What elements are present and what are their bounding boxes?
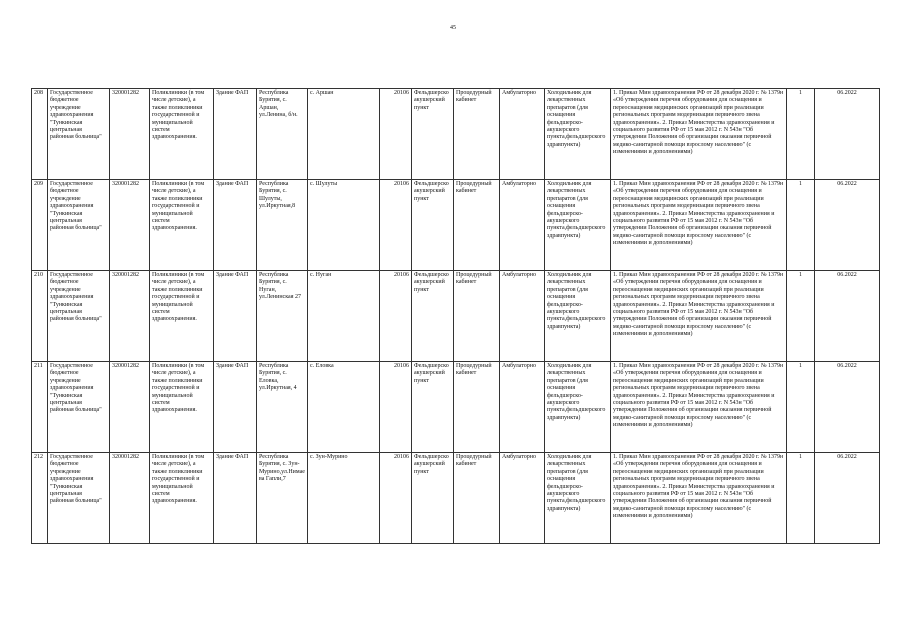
- unit-type: Фельдшерско акушерский пункт: [412, 362, 454, 453]
- due-date: 06.2022: [815, 89, 880, 180]
- code-value: 20106: [380, 89, 412, 180]
- building-type: Здание ФАП: [214, 89, 257, 180]
- row-number: 211: [32, 362, 48, 453]
- code-value: 20106: [380, 180, 412, 271]
- code-value: 20106: [380, 453, 412, 544]
- legal-basis: 1. Приказ Мин здравоохранения РФ от 28 декабря 2020 г. № 1379н «Об утверждении перечня оборудования для оснащения и переоснащения медицинских организаций при реализации региональных программ модернизации первичного звена здравоохранения». 2. Приказ Министерства здравоохранения и социального развития РФ от 15 мая 2012 г. N 543н "Об утверждении Положения об организации оказания первичной медико-санитарной помощи взрослому населению" (с изменениями и дополнениями): [611, 89, 787, 180]
- facility-category: Поликлиники (в том числе детские), а также поликлиники государственной и муниципальной систем здравоохранения.: [150, 180, 214, 271]
- equipment-name: Холодильник для лекарственных препаратов (для оснащения фельдшерско-акушерского пункта,фельдшерского здравпункта): [545, 89, 611, 180]
- quantity: 1: [787, 180, 815, 271]
- row-number: 208: [32, 89, 48, 180]
- address: Республика Бурятия, с. Нуган, ул.Ленинская 27: [257, 271, 308, 362]
- building-type: Здание ФАП: [214, 180, 257, 271]
- registry-table: [31, 88, 880, 544]
- equipment-name: Холодильник для лекарственных препаратов (для оснащения фельдшерско-акушерского пункта,фельдшерского здравпункта): [545, 362, 611, 453]
- settlement: с. Зун-Мурино: [308, 453, 380, 544]
- facility-category: Поликлиники (в том числе детские), а также поликлиники государственной и муниципальной систем здравоохранения.: [150, 362, 214, 453]
- address: Республика Бурятия, с. Еловка, ул.Иркутная, 4: [257, 362, 308, 453]
- page-number: 45: [450, 25, 456, 31]
- address: Республика Бурятия, с. Аршан, ул.Ленина, б/н.: [257, 89, 308, 180]
- quantity: 1: [787, 362, 815, 453]
- unit-type: Фельдшерско акушерский пункт: [412, 453, 454, 544]
- due-date: 06.2022: [815, 453, 880, 544]
- due-date: 06.2022: [815, 271, 880, 362]
- organization-name: Государственное бюджетное учреждение здравоохранения "Тункинская центральная районная больница": [48, 271, 110, 362]
- unit-type: Фельдшерско акушерский пункт: [412, 180, 454, 271]
- address: Республика Бурятия, с. Шулуты, ул.Иркутная,8: [257, 180, 308, 271]
- row-number: 209: [32, 180, 48, 271]
- due-date: 06.2022: [815, 180, 880, 271]
- room-type: Процедурный кабинет: [454, 89, 500, 180]
- org-code: 320001282: [110, 362, 150, 453]
- equipment-name: Холодильник для лекарственных препаратов (для оснащения фельдшерско-акушерского пункта,фельдшерского здравпункта): [545, 180, 611, 271]
- org-code: 320001282: [110, 89, 150, 180]
- facility-category: Поликлиники (в том числе детские), а также поликлиники государственной и муниципальной систем здравоохранения.: [150, 453, 214, 544]
- address: Республика Бурятия, с. Зун-Мурино,ул.Нимаева Гапли,7: [257, 453, 308, 544]
- building-type: Здание ФАП: [214, 453, 257, 544]
- legal-basis: 1. Приказ Мин здравоохранения РФ от 28 декабря 2020 г. № 1379н «Об утверждении перечня оборудования для оснащения и переоснащения медицинских организаций при реализации региональных программ модернизации первичного звена здравоохранения». 2. Приказ Министерства здравоохранения и социального развития РФ от 15 мая 2012 г. N 543н "Об утверждении Положения об организации оказания первичной медико-санитарной помощи взрослому населению" (с изменениями и дополнениями): [611, 271, 787, 362]
- room-type: Процедурный кабинет: [454, 271, 500, 362]
- care-type: Амбулаторно: [500, 89, 545, 180]
- care-type: Амбулаторно: [500, 453, 545, 544]
- row-number: 210: [32, 271, 48, 362]
- care-type: Амбулаторно: [500, 180, 545, 271]
- room-type: Процедурный кабинет: [454, 180, 500, 271]
- table-row: [32, 362, 880, 453]
- row-number: 212: [32, 453, 48, 544]
- care-type: Амбулаторно: [500, 271, 545, 362]
- legal-basis: 1. Приказ Мин здравоохранения РФ от 28 декабря 2020 г. № 1379н «Об утверждении перечня оборудования для оснащения и переоснащения медицинских организаций при реализации региональных программ модернизации первичного звена здравоохранения». 2. Приказ Министерства здравоохранения и социального развития РФ от 15 мая 2012 г. N 543н "Об утверждении Положения об организации оказания первичной медико-санитарной помощи взрослому населению" (с изменениями и дополнениями): [611, 453, 787, 544]
- unit-type: Фельдшерско акушерский пункт: [412, 271, 454, 362]
- organization-name: Государственное бюджетное учреждение здравоохранения "Тункинская центральная районная больница": [48, 180, 110, 271]
- quantity: 1: [787, 89, 815, 180]
- table-row: [32, 89, 880, 180]
- org-code: 320001282: [110, 271, 150, 362]
- organization-name: Государственное бюджетное учреждение здравоохранения "Тункинская центральная районная больница": [48, 453, 110, 544]
- table-row: [32, 271, 880, 362]
- settlement: с. Нуган: [308, 271, 380, 362]
- room-type: Процедурный кабинет: [454, 453, 500, 544]
- code-value: 20106: [380, 362, 412, 453]
- quantity: 1: [787, 271, 815, 362]
- facility-category: Поликлиники (в том числе детские), а также поликлиники государственной и муниципальной систем здравоохранения.: [150, 271, 214, 362]
- settlement: с. Еловка: [308, 362, 380, 453]
- org-code: 320001282: [110, 453, 150, 544]
- facility-category: Поликлиники (в том числе детские), а также поликлиники государственной и муниципальной систем здравоохранения.: [150, 89, 214, 180]
- legal-basis: 1. Приказ Мин здравоохранения РФ от 28 декабря 2020 г. № 1379н «Об утверждении перечня оборудования для оснащения и переоснащения медицинских организаций при реализации региональных программ модернизации первичного звена здравоохранения». 2. Приказ Министерства здравоохранения и социального развития РФ от 15 мая 2012 г. N 543н "Об утверждении Положения об организации оказания первичной медико-санитарной помощи взрослому населению" (с изменениями и дополнениями): [611, 180, 787, 271]
- org-code: 320001282: [110, 180, 150, 271]
- table-row: [32, 180, 880, 271]
- organization-name: Государственное бюджетное учреждение здравоохранения "Тункинская центральная районная больница": [48, 362, 110, 453]
- quantity: 1: [787, 453, 815, 544]
- organization-name: Государственное бюджетное учреждение здравоохранения "Тункинская центральная районная больница": [48, 89, 110, 180]
- room-type: Процедурный кабинет: [454, 362, 500, 453]
- settlement: с. Шулуты: [308, 180, 380, 271]
- due-date: 06.2022: [815, 362, 880, 453]
- equipment-name: Холодильник для лекарственных препаратов (для оснащения фельдшерско-акушерского пункта,фельдшерского здравпункта): [545, 271, 611, 362]
- care-type: Амбулаторно: [500, 362, 545, 453]
- equipment-name: Холодильник для лекарственных препаратов (для оснащения фельдшерско-акушерского пункта,фельдшерского здравпункта): [545, 453, 611, 544]
- table-row: [32, 453, 880, 544]
- unit-type: Фельдшерско акушерский пункт: [412, 89, 454, 180]
- building-type: Здание ФАП: [214, 271, 257, 362]
- settlement: с. Аршан: [308, 89, 380, 180]
- code-value: 20106: [380, 271, 412, 362]
- legal-basis: 1. Приказ Мин здравоохранения РФ от 28 декабря 2020 г. № 1379н «Об утверждении перечня оборудования для оснащения и переоснащения медицинских организаций при реализации региональных программ модернизации первичного звена здравоохранения». 2. Приказ Министерства здравоохранения и социального развития РФ от 15 мая 2012 г. N 543н "Об утверждении Положения об организации оказания первичной медико-санитарной помощи взрослому населению" (с изменениями и дополнениями): [611, 362, 787, 453]
- building-type: Здание ФАП: [214, 362, 257, 453]
